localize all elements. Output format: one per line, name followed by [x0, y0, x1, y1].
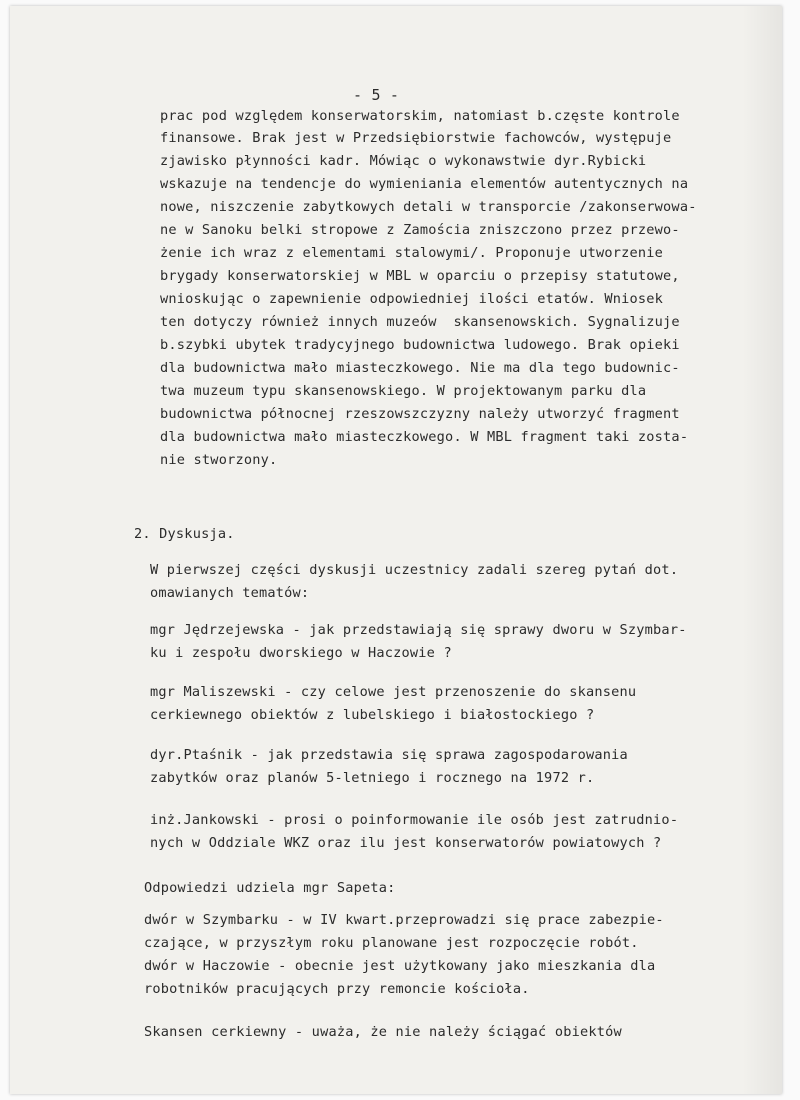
text-line: ten dotyczy również innych muzeów skansenowskich. Sygnalizuje	[160, 314, 680, 330]
text-line: inż.Jankowski - prosi o poinformowanie ile osób jest zatrudnio-	[150, 812, 679, 828]
section-heading: 2. Dyskusja.	[134, 526, 235, 542]
text-line: brygady konserwatorskiej w MBL w oparciu o przepisy statutowe,	[160, 268, 680, 284]
text-line: żenie ich wraz z elementami stalowymi/. Proponuje utworzenie	[160, 245, 664, 261]
text-line: mgr Maliszewski - czy celowe jest przenoszenie do skansenu	[150, 684, 637, 700]
text-line: cerkiewnego obiektów z lubelskiego i białostockiego ?	[150, 707, 595, 723]
text-line: Skansen cerkiewny - uważa, że nie należy ściągać obiektów	[144, 1024, 622, 1040]
page-number: - 5 -	[353, 86, 400, 104]
text-line: twa muzeum typu skansenowskiego. W projektowanym parku dla	[160, 383, 647, 399]
text-line: ne w Sanoku belki stropowe z Zamościa zniszczono przez przewo-	[160, 222, 680, 238]
text-line: omawianych tematów:	[150, 585, 310, 601]
text-line: nowe, niszczenie zabytkowych detali w transporcie /zakonserwowa-	[160, 199, 697, 215]
typed-text	[10, 6, 697, 1040]
text-line: dwór w Szymbarku - w IV kwart.przeprowadzi się prace zabezpie-	[144, 912, 664, 928]
paper-sheet	[10, 6, 782, 1094]
text-line: zabytków oraz planów 5-letniego i rocznego na 1972 r.	[150, 770, 595, 786]
text-line: robotników pracujących przy remoncie kościoła.	[144, 981, 530, 997]
text-line: b.szybki ubytek tradycyjnego budownictwa ludowego. Brak opieki	[160, 337, 680, 353]
text-line: nie stworzony.	[160, 452, 278, 468]
text-line: dla budownictwa mało miasteczkowego. W MBL fragment taki zosta-	[160, 429, 689, 445]
text-line: czające, w przyszłym roku planowane jest rozpoczęcie robót.	[144, 935, 639, 951]
text-line: budownictwa północnej rzeszowszczyzny należy utworzyć fragment	[160, 406, 680, 422]
text-line: zjawisko płynności kadr. Mówiąc o wykonawstwie dyr.Rybicki	[160, 153, 647, 169]
text-line: dyr.Ptaśnik - jak przedstawia się sprawa zagospodarowania	[150, 747, 628, 763]
text-line: W pierwszej części dyskusji uczestnicy zadali szereg pytań dot.	[150, 562, 679, 578]
text-line: nych w Oddziale WKZ oraz ilu jest konserwatorów powiatowych ?	[150, 835, 662, 851]
text-line: dwór w Haczowie - obecnie jest użytkowany jako mieszkania dla	[144, 958, 656, 974]
text-line: finansowe. Brak jest w Przedsiębiorstwie fachowców, występuje	[160, 130, 672, 146]
text-line: dla budownictwa mało miasteczkowego. Nie ma dla tego budownic-	[160, 360, 680, 376]
text-line: prac pod względem konserwatorskim, natomiast b.częste kontrole	[160, 108, 680, 124]
text-line: wskazuje na tendencje do wymieniania elementów autentycznych na	[160, 176, 689, 192]
text-line: mgr Jędrzejewska - jak przedstawiają się sprawy dworu w Szymbar-	[150, 622, 687, 638]
text-line: ku i zespołu dworskiego w Haczowie ?	[150, 645, 452, 661]
text-line: wnioskując o zapewnienie odpowiedniej ilości etatów. Wniosek	[160, 291, 664, 307]
text-line: Odpowiedzi udziela mgr Sapeta:	[144, 880, 396, 896]
